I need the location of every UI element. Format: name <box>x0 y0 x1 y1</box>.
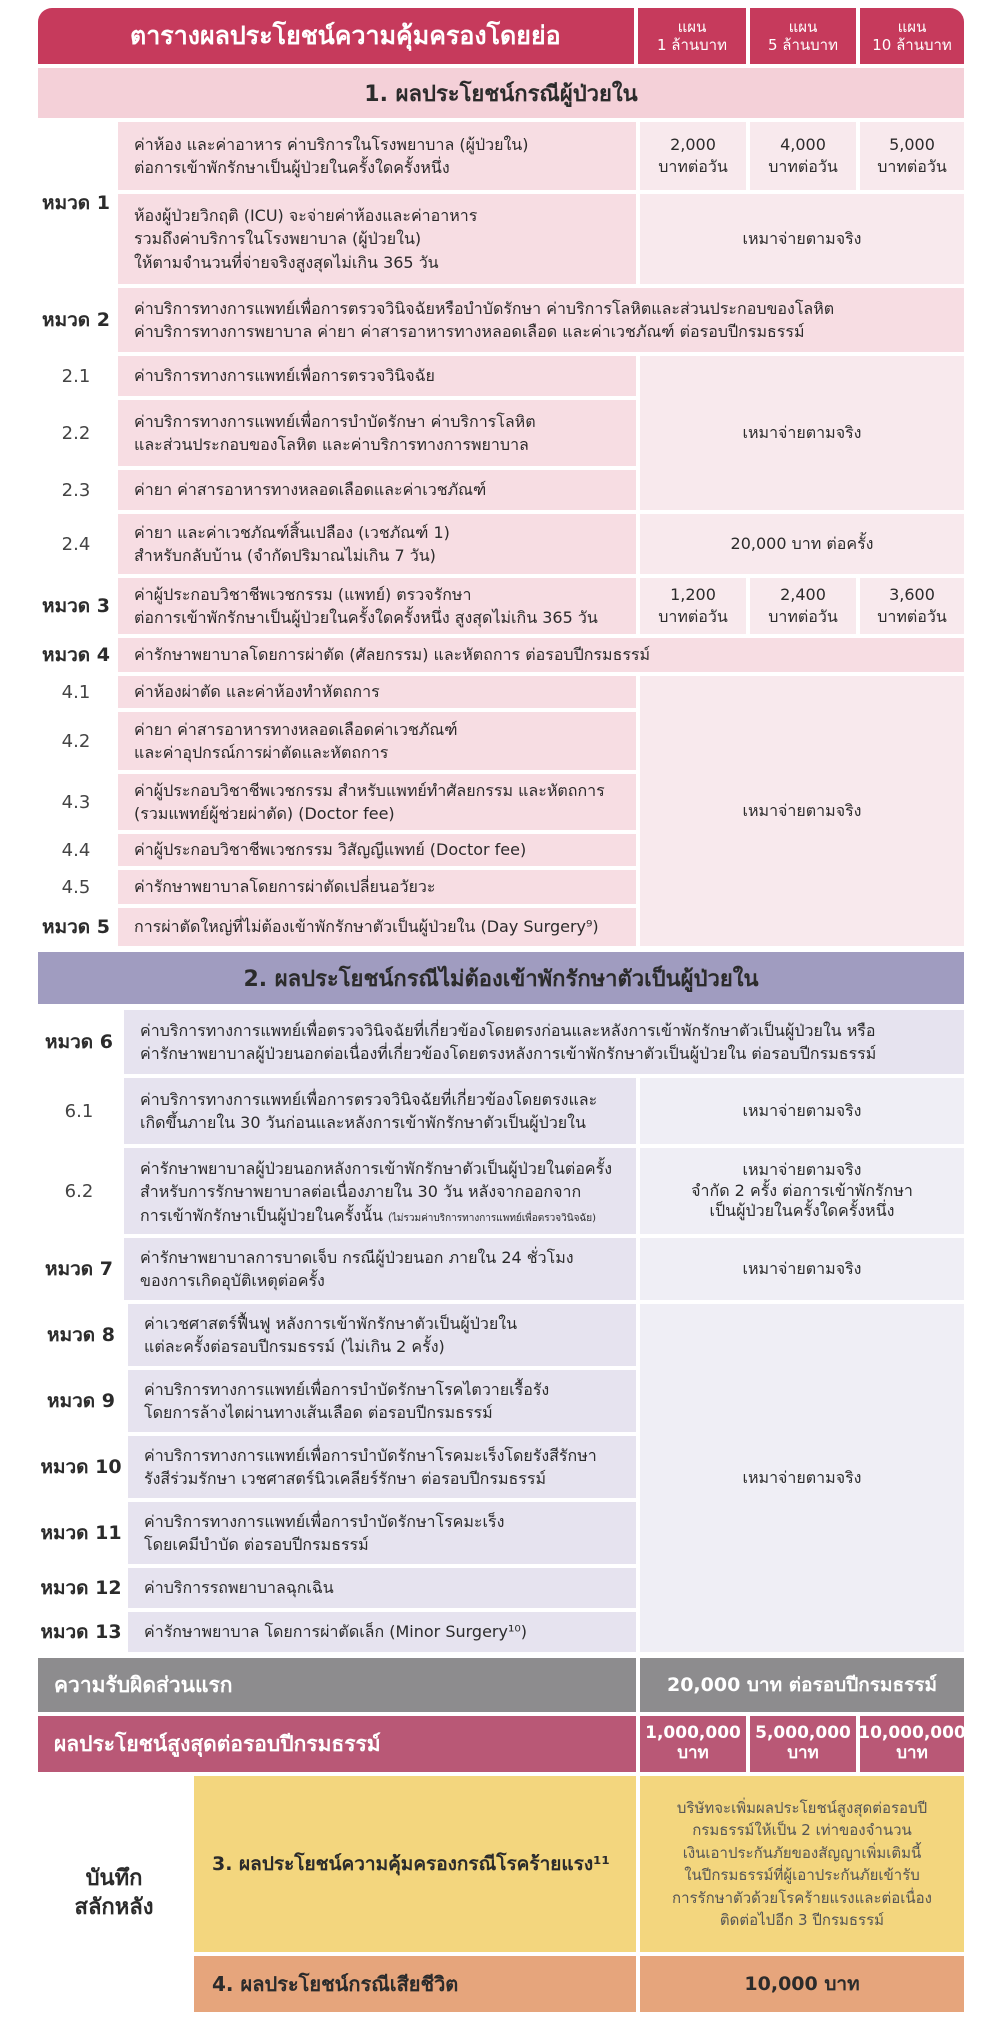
cat6-desc: ค่าบริการทางการแพทย์เพื่อตรวจวินิจฉัยที่เกี่ยวข้องโดยตรงก่อนและหลังการเข้าพักรักษาตัวเป็นผู้ป่วยใน หรือ ค่ารักษาพยาบาลผู้ป่วยนอกต่อเนื่องที่เกี่ยวข้องโดยตรงหลังการเข้าพักรักษาตัวเป็นผู้ป่วยใน ต่อรอบปีกรมธรรม์ <box>124 1010 964 1074</box>
cat7-label: หมวด 7 <box>38 1238 120 1300</box>
item-2-4-value: 20,000 บาท ต่อครั้ง <box>640 514 964 574</box>
cat10-desc: ค่าบริการทางการแพทย์เพื่อการบำบัดรักษาโรคมะเร็งโดยรังสีรักษา รังสีร่วมรักษา เวชศาสตร์นิวเคลียร์รักษา ต่อรอบปีกรมธรรม์ <box>128 1436 636 1498</box>
cat13-desc: ค่ารักษาพยาบาล โดยการผ่าตัดเล็ก (Minor Surgery¹⁰) <box>128 1612 636 1652</box>
item-4-5-desc: ค่ารักษาพยาบาลโดยการผ่าตัดเปลี่ยนอวัยวะ <box>118 870 636 904</box>
cat9-label: หมวด 9 <box>38 1370 124 1432</box>
plan-header-1m: แผน 1 ล้านบาท <box>638 8 746 64</box>
item-2-3-no: 2.3 <box>38 470 114 510</box>
cat6-label: หมวด 6 <box>38 1010 120 1074</box>
table-title: ตารางผลประโยชน์ความคุ้มครองโดยย่อ <box>38 8 634 64</box>
item-4-4-no: 4.4 <box>38 834 114 866</box>
cat11-label: หมวด 11 <box>38 1502 124 1564</box>
death-benefit-title: 4. ผลประโยชน์กรณีเสียชีวิต <box>194 1956 636 2012</box>
death-benefit-value: 10,000 บาท <box>640 1956 964 2012</box>
item-4-3-desc: ค่าผู้ประกอบวิชาชีพเวชกรรม สำหรับแพทย์ทำศัลยกรรม และหัตถการ (รวมแพทย์ผู้ช่วยผ่าตัด) (Doctor fee) <box>118 774 636 830</box>
cat12-label: หมวด 12 <box>38 1568 124 1608</box>
item-6-2-no: 6.2 <box>38 1148 120 1234</box>
cat3-label: หมวด 3 <box>38 578 114 634</box>
cat8-desc: ค่าเวชศาสตร์ฟื้นฟู หลังการเข้าพักรักษาตัวเป็นผู้ป่วยใน แต่ละครั้งต่อรอบปีกรมธรรม์ (ไม่เกิน 2 ครั้ง) <box>128 1304 636 1366</box>
rider-label: บันทึก สลักหลัง <box>38 1776 190 2012</box>
cat1-row1-value-1m: 2,000 บาทต่อวัน <box>640 122 746 190</box>
item-6-2-desc-text: ค่ารักษาพยาบาลผู้ป่วยนอกหลังการเข้าพักรักษาตัวเป็นผู้ป่วยในต่อครั้ง สำหรับการรักษาพยาบาลต่อเนื่องภายใน 30 วัน หลังจากออกจาก <box>140 1159 613 1202</box>
item-2-1-desc: ค่าบริการทางการแพทย์เพื่อการตรวจวินิจฉัย <box>118 356 636 396</box>
cat9-desc: ค่าบริการทางการแพทย์เพื่อการบำบัดรักษาโรคไตวายเรื้อรัง โดยการล้างไตผ่านทางเส้นเลือด ต่อรอบปีกรมธรรม์ <box>128 1370 636 1432</box>
cat1-row1-value-10m: 5,000 บาทต่อวัน <box>860 122 964 190</box>
item-6-1-no: 6.1 <box>38 1078 120 1144</box>
item-6-1-value: เหมาจ่ายตามจริง <box>640 1078 964 1144</box>
cat7-desc: ค่ารักษาพยาบาลการบาดเจ็บ กรณีผู้ป่วยนอก ภายใน 24 ชั่วโมง ของการเกิดอุบัติเหตุต่อครั้ง <box>124 1238 636 1300</box>
items-2-1-3-value: เหมาจ่ายตามจริง <box>640 356 964 510</box>
cat4-label: หมวด 4 <box>38 638 114 672</box>
plan-header-5m: แผน 5 ล้านบาท <box>750 8 856 64</box>
max-benefit-label: ผลประโยชน์สูงสุดต่อรอบปีกรมธรรม์ <box>38 1716 636 1772</box>
cat1-row1-desc: ค่าห้อง และค่าอาหาร ค่าบริการในโรงพยาบาล (ผู้ป่วยใน) ต่อการเข้าพักรักษาเป็นผู้ป่วยในครั้งใดครั้งหนึ่ง <box>118 122 636 190</box>
cat2-label: หมวด 2 <box>38 288 114 352</box>
critical-illness-title: 3. ผลประโยชน์ความคุ้มครองกรณีโรคร้ายแรง¹¹ <box>194 1776 636 1952</box>
plan-header-10m: แผน 10 ล้านบาท <box>860 8 964 64</box>
cat3-value-5m: 2,400 บาทต่อวัน <box>750 578 856 634</box>
cat1-row1-value-5m: 4,000 บาทต่อวัน <box>750 122 856 190</box>
cat3-value-1m: 1,200 บาทต่อวัน <box>640 578 746 634</box>
deductible-value: 20,000 บาท ต่อรอบปีกรมธรรม์ <box>640 1658 964 1712</box>
cat11-desc: ค่าบริการทางการแพทย์เพื่อการบำบัดรักษาโรคมะเร็ง โดยเคมีบำบัด ต่อรอบปีกรมธรรม์ <box>128 1502 636 1564</box>
item-2-2-no: 2.2 <box>38 400 114 466</box>
item-6-2-desc-last: การเข้าพักรักษาเป็นผู้ป่วยในครั้งนั้น <box>140 1205 383 1225</box>
section1-title: 1. ผลประโยชน์กรณีผู้ป่วยใน <box>38 68 964 118</box>
cat1-label: หมวด 1 <box>38 122 114 284</box>
deductible-label: ความรับผิดส่วนแรก <box>38 1658 636 1712</box>
item-4-1-desc: ค่าห้องผ่าตัด และค่าห้องทำหัตถการ <box>118 676 636 708</box>
item-2-4-no: 2.4 <box>38 514 114 574</box>
item-4-1-no: 4.1 <box>38 676 114 708</box>
cat7-value: เหมาจ่ายตามจริง <box>640 1238 964 1300</box>
cat10-label: หมวด 10 <box>38 1436 124 1498</box>
cat8-label: หมวด 8 <box>38 1304 124 1366</box>
item-2-2-desc: ค่าบริการทางการแพทย์เพื่อการบำบัดรักษา ค่าบริการโลหิต และส่วนประกอบของโลหิต และค่าบริการทางการพยาบาล <box>118 400 636 466</box>
item-4-2-desc: ค่ายา ค่าสารอาหารทางหลอดเลือดค่าเวชภัณฑ์ และค่าอุปกรณ์การผ่าตัดและหัตถการ <box>118 712 636 770</box>
cat2-desc: ค่าบริการทางการแพทย์เพื่อการตรวจวินิจฉัยหรือบำบัดรักษา ค่าบริการโลหิตและส่วนประกอบของโลหิต ค่าบริการทางการพยาบาล ค่ายา ค่าสารอาหารทางหลอดเลือด และค่าเวชภัณฑ์ ต่อรอบปีกรมธรรม์ <box>118 288 964 352</box>
item-6-2-desc-note: (ไม่รวมค่าบริการทางการแพทย์เพื่อตรวจวินิจฉัย) <box>387 1212 597 1224</box>
item-4-4-desc: ค่าผู้ประกอบวิชาชีพเวชกรรม วิสัญญีแพทย์ (Doctor fee) <box>118 834 636 866</box>
cat1-row2-desc: ห้องผู้ป่วยวิกฤติ (ICU) จะจ่ายค่าห้องและค่าอาหาร รวมถึงค่าบริการในโรงพยาบาล (ผู้ป่วยใน) ให้ตามจำนวนที่จ่ายจริงสูงสุดไม่เกิน 365 วัน <box>118 194 636 284</box>
item-6-2-desc <box>124 1148 636 1234</box>
cat13-label: หมวด 13 <box>38 1612 124 1652</box>
item-4-2-no: 4.2 <box>38 712 114 770</box>
cat4-5-value: เหมาจ่ายตามจริง <box>640 676 964 946</box>
cat3-desc: ค่าผู้ประกอบวิชาชีพเวชกรรม (แพทย์) ตรวจรักษา ต่อการเข้าพักรักษาเป็นผู้ป่วยในครั้งใดครั้งหนึ่ง สูงสุดไม่เกิน 365 วัน <box>118 578 636 634</box>
cat1-row2-value: เหมาจ่ายตามจริง <box>640 194 964 284</box>
item-6-1-desc: ค่าบริการทางการแพทย์เพื่อการตรวจวินิจฉัยที่เกี่ยวข้องโดยตรงและ เกิดขึ้นภายใน 30 วันก่อนและหลังการเข้าพักรักษาตัวเป็นผู้ป่วยใน <box>124 1078 636 1144</box>
max-benefit-1m: 1,000,000 บาท <box>640 1716 746 1772</box>
cat4-desc: ค่ารักษาพยาบาลโดยการผ่าตัด (ศัลยกรรม) และหัตถการ ต่อรอบปีกรมธรรม์ <box>118 638 964 672</box>
item-4-5-no: 4.5 <box>38 870 114 904</box>
item-2-3-desc: ค่ายา ค่าสารอาหารทางหลอดเลือดและค่าเวชภัณฑ์ <box>118 470 636 510</box>
max-benefit-10m: 10,000,000 บาท <box>860 1716 964 1772</box>
cat3-value-10m: 3,600 บาทต่อวัน <box>860 578 964 634</box>
item-6-2-desc-last-line <box>140 1204 630 1227</box>
section2-title: 2. ผลประโยชน์กรณีไม่ต้องเข้าพักรักษาตัวเป็นผู้ป่วยใน <box>38 952 964 1004</box>
item-4-3-no: 4.3 <box>38 774 114 830</box>
cat5-label: หมวด 5 <box>38 908 114 946</box>
item-6-2-value: เหมาจ่ายตามจริง จำกัด 2 ครั้ง ต่อการเข้าพักรักษา เป็นผู้ป่วยในครั้งใดครั้งหนึ่ง <box>640 1148 964 1234</box>
cats-8-13-value: เหมาจ่ายตามจริง <box>640 1304 964 1652</box>
item-2-1-no: 2.1 <box>38 356 114 396</box>
max-benefit-5m: 5,000,000 บาท <box>750 1716 856 1772</box>
critical-illness-value: บริษัทจะเพิ่มผลประโยชน์สูงสุดต่อรอบปี กรมธรรม์ให้เป็น 2 เท่าของจำนวน เงินเอาประกันภัยของสัญญาเพิ่มเติมนี้ ในปีกรมธรรม์ที่ผู้เอาประกันภัยเข้ารับ การรักษาตัวด้วยโรคร้ายแรงและต่อเนื่อง ติดต่อไปอีก 3 ปีกรมธรรม์ <box>640 1776 964 1952</box>
cat5-desc: การผ่าตัดใหญ่ที่ไม่ต้องเข้าพักรักษาตัวเป็นผู้ป่วยใน (Day Surgery⁹) <box>118 908 636 946</box>
item-2-4-desc: ค่ายา และค่าเวชภัณฑ์สิ้นเปลือง (เวชภัณฑ์ 1) สำหรับกลับบ้าน (จำกัดปริมาณไม่เกิน 7 วัน) <box>118 514 636 574</box>
cat12-desc: ค่าบริการรถพยาบาลฉุกเฉิน <box>128 1568 636 1608</box>
